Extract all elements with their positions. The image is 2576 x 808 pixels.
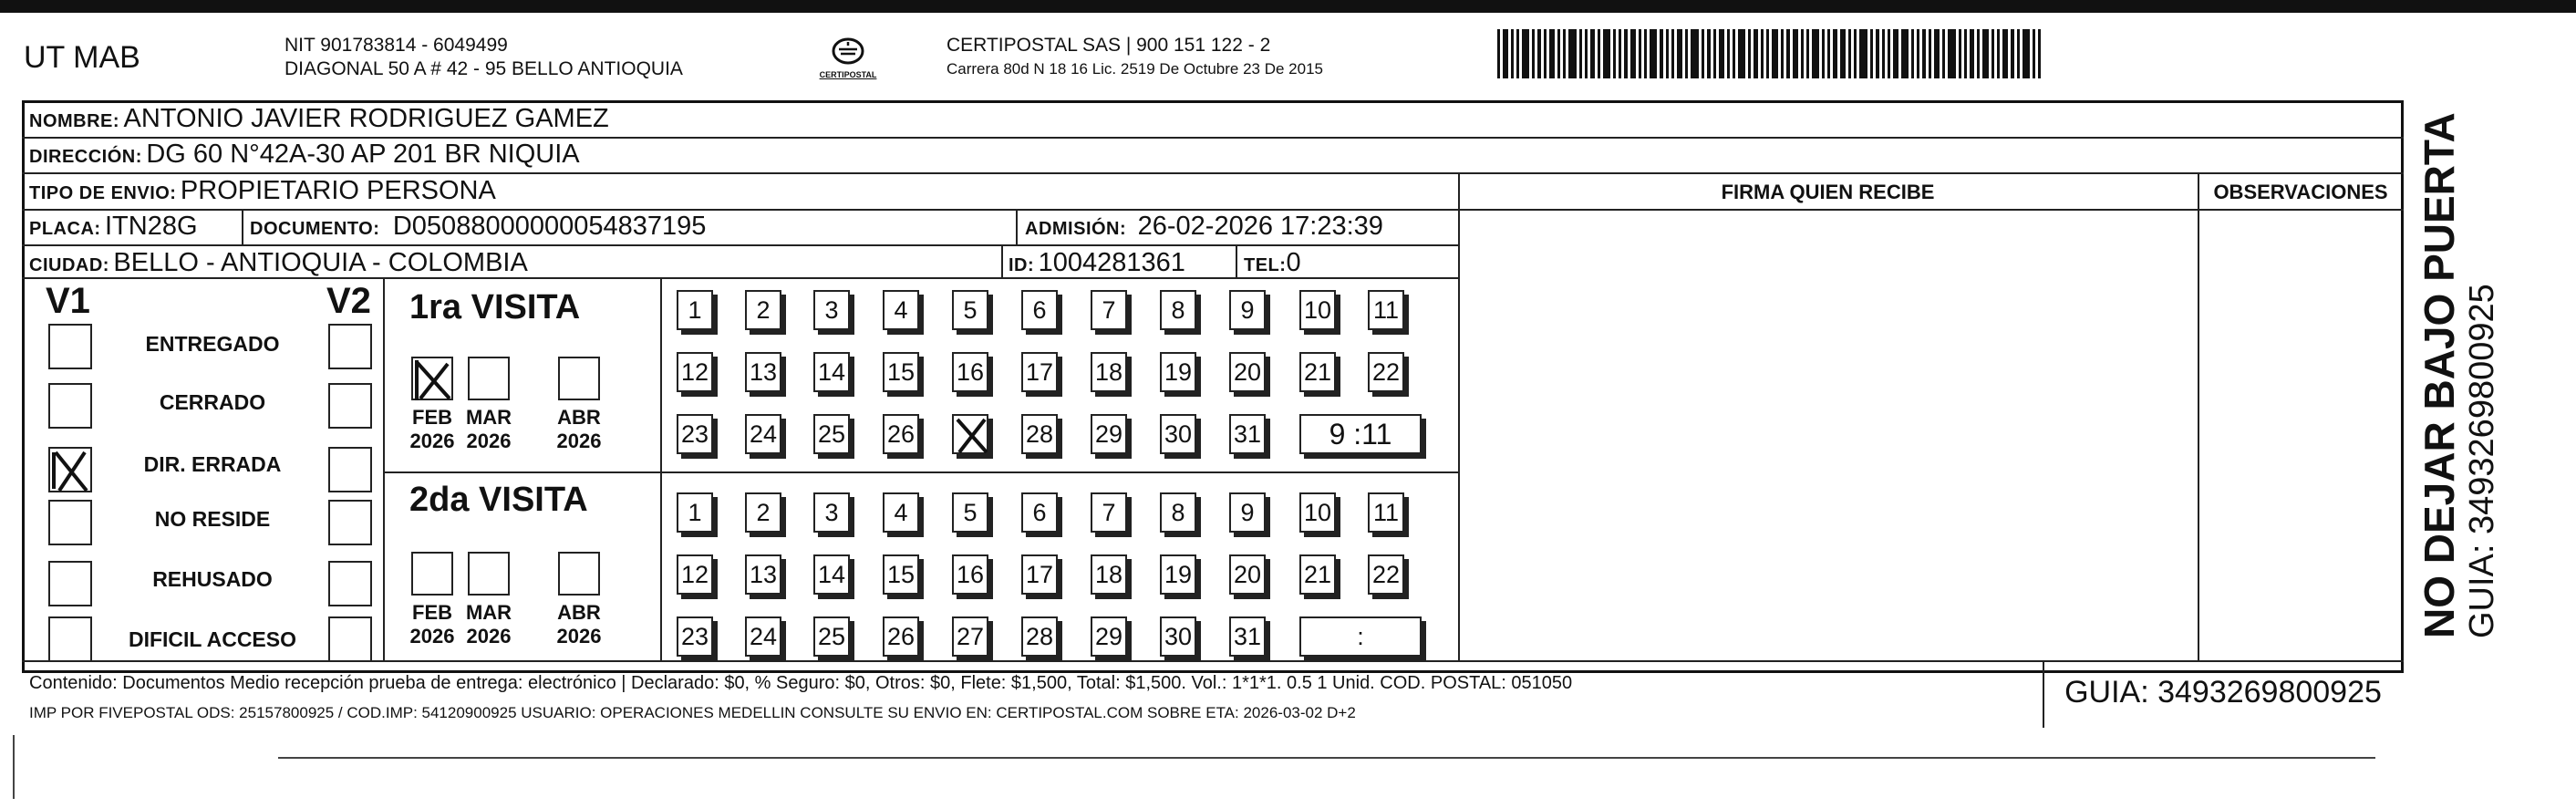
visit1-day-box[interactable]: 14 [813,352,850,392]
barcode-bar [1733,29,1735,78]
barcode-bar [1801,29,1804,78]
left-fold-mark [13,735,15,799]
barcode-bar [1613,29,1616,78]
visit2-day-box[interactable]: 6 [1021,492,1058,533]
barcode-bar [1677,29,1682,78]
visit1-day-box[interactable]: 19 [1160,352,1196,392]
barcode-bar [1624,29,1628,78]
v1-header: V1 [46,281,90,321]
barcode-bar [1781,29,1784,78]
tipo-envio-row: TIPO DE ENVIO: PROPIETARIO PERSONA [29,176,496,205]
visit1-day-box[interactable]: 23 [677,414,713,454]
x-mark-icon [50,449,94,494]
footer-guia: GUIA: 3493269800925 [2064,675,2382,710]
barcode-bar [1917,29,1919,78]
certipostal-line2: Carrera 80d N 18 16 Lic. 2519 De Octubre 23 De 2015 [947,60,1323,78]
v2-checkbox[interactable] [328,383,372,429]
visit1-month-label [461,406,516,453]
visit1-day-box[interactable]: 11 [1368,290,1404,330]
barcode [1497,29,2186,78]
visit1-day-box[interactable]: 17 [1021,352,1058,392]
barcode-bar [1854,29,1857,78]
tipo-envio-value: PROPIETARIO PERSONA [180,176,496,205]
barcode-bar [1793,29,1798,78]
postal-emblem-icon [830,36,866,66]
visit1-day-box[interactable]: 30 [1160,414,1196,454]
barcode-bar [1516,29,1519,78]
month-year: 2026 [556,625,602,647]
visit2-title: 2da VISITA [409,481,588,519]
visit2-day-box[interactable]: 30 [1160,616,1196,657]
visit2-month-label [552,601,606,648]
no-dejar-bajo-puerta: NO DEJAR BAJO PUERTA [2416,112,2463,638]
visit1-day-box[interactable]: 28 [1021,414,1058,454]
barcode-bar [1812,29,1819,78]
visit1-day-box[interactable]: 16 [952,352,988,392]
barcode-bar [1603,29,1610,78]
id-cell: ID: 1004281361 [1009,248,1185,277]
barcode-bar [1982,29,1989,78]
tel-value: 0 [1286,248,1301,277]
barcode-bar [1713,29,1716,78]
barcode-bar [1650,29,1657,78]
visit2-day-box[interactable]: 21 [1299,554,1336,595]
barcode-bar [1876,29,1879,78]
barcode-bar [1922,29,1926,78]
barcode-bar [2002,29,2008,78]
visit1-day-box[interactable] [952,414,988,454]
visit1-time-box[interactable]: 9 :11 [1299,414,1422,454]
visit2-day-box[interactable]: 10 [1299,492,1336,533]
signature-area[interactable] [1458,241,2198,660]
observations-area[interactable] [2198,241,2404,660]
barcode-bar [1532,29,1535,78]
barcode-bar [1666,29,1669,78]
visit2-day-box[interactable]: 1 [677,492,713,533]
barcode-bar [1503,29,1508,78]
visit1-day-box[interactable]: 25 [813,414,850,454]
visit2-day-box[interactable]: 25 [813,616,850,657]
tel-cell: TEL:0 [1244,248,1301,277]
visit2-day-box[interactable]: 17 [1021,554,1058,595]
barcode-bar [1544,29,1547,78]
x-mark-icon [954,416,990,456]
firma-header: FIRMA QUIEN RECIBE [1721,181,1935,203]
barcode-bar [1590,29,1595,78]
barcode-bar [1997,29,2000,78]
placa-cell: PLACA: ITN28G [29,212,198,241]
barcode-bar [1991,29,1994,78]
barcode-bar [2038,29,2041,78]
barcode-bar [1806,29,1809,78]
v2-checkbox[interactable] [328,324,372,369]
certipostal-logo [812,36,885,79]
barcode-bar [1549,29,1555,78]
barcode-bar [1929,29,1931,78]
documento-cell: DOCUMENTO: D05088000000054837195 [250,212,707,241]
visit1-month-checkbox[interactable] [411,357,453,400]
barcode-bar [1660,29,1663,78]
visit1-day-box[interactable]: 1 [677,290,713,330]
barcode-bar [1685,29,1688,78]
visit2-month-label [405,601,460,648]
month-name: ABR [557,601,601,624]
barcode-bar [1911,29,1914,78]
visit2-month-checkbox[interactable] [411,552,453,596]
visit1-day-box[interactable]: 13 [745,352,781,392]
barcode-bar [1859,29,1867,78]
status-label: NO RESIDE [154,507,271,531]
visit2-month-checkbox[interactable] [558,552,600,596]
barcode-bar [1585,29,1588,78]
month-year: 2026 [556,430,602,452]
x-mark-icon [413,358,455,402]
visit2-month-label [461,601,516,648]
barcode-bar [1691,29,1699,78]
visit1-day-box[interactable]: 5 [952,290,988,330]
certipostal-line1: CERTIPOSTAL SAS | 900 151 122 - 2 [947,35,1271,56]
visit1-day-box[interactable]: 2 [745,290,781,330]
visit2-day-box[interactable]: 14 [813,554,850,595]
barcode-bar [1630,29,1636,78]
visit1-title: 1ra VISITA [409,288,581,326]
visit2-day-box[interactable]: 12 [677,554,713,595]
side-vertical-text [2416,91,2502,638]
barcode-bar [1598,29,1600,78]
barcode-bar [1822,29,1825,78]
visit2-day-box[interactable]: 22 [1368,554,1404,595]
barcode-bar [1934,29,1940,78]
barcode-bar [1557,29,1560,78]
visit1-day-box[interactable]: 8 [1160,290,1196,330]
barcode-bar [1707,29,1711,78]
visit2-time-box[interactable]: : [1299,616,1422,657]
barcode-bar [1738,29,1745,78]
barcode-bar [1964,29,1967,78]
barcode-bar [1511,29,1514,78]
v1-checkbox[interactable] [48,561,92,606]
sender-address: DIAGONAL 50 A # 42 - 95 BELLO ANTIOQUIA [284,58,683,79]
barcode-bar [2033,29,2035,78]
visit2-day-box[interactable]: 13 [745,554,781,595]
visit2-day-box[interactable]: 11 [1368,492,1404,533]
barcode-bar [1537,29,1541,78]
ciudad-cell: CIUDAD: BELLO - ANTIOQUIA - COLOMBIA [29,248,528,277]
visit2-day-box[interactable]: 4 [883,492,919,533]
month-name: FEB [412,601,452,624]
status-label: DIFICIL ACCESO [128,627,296,651]
recipient-address: DG 60 N°42A-30 AP 201 BR NIQUIA [146,140,580,169]
visit2-day-box[interactable]: 16 [952,554,988,595]
visit2-day-box[interactable]: 26 [883,616,919,657]
visit2-day-box[interactable]: 2 [745,492,781,533]
barcode-bar [2017,29,2020,78]
v2-checkbox[interactable] [328,447,372,492]
barcode-bar [1942,29,1945,78]
side-guia: GUIA: 3493269800925 [2463,284,2501,638]
visit1-day-box[interactable]: 29 [1091,414,1127,454]
visit2-day-box[interactable]: 28 [1021,616,1058,657]
barcode-bar [1754,29,1758,78]
visit1-day-box[interactable]: 3 [813,290,850,330]
barcode-bar [1766,29,1769,78]
visit2-day-box[interactable]: 27 [952,616,988,657]
visit1-day-box[interactable]: 26 [883,414,919,454]
visit1-day-box[interactable]: 20 [1229,352,1266,392]
visit2-day-box[interactable]: 8 [1160,492,1196,533]
visit1-day-box[interactable]: 10 [1299,290,1336,330]
barcode-bar [1901,29,1909,78]
status-label: ENTREGADO [145,332,280,356]
month-name: FEB [412,406,452,429]
company-short-name: UT MAB [24,40,140,75]
top-border-bar [0,0,2576,13]
id-value: 1004281361 [1038,248,1185,277]
visit2-day-box[interactable]: 5 [952,492,988,533]
barcode-bar [1786,29,1790,78]
month-name: MAR [465,406,512,429]
barcode-bar [1563,29,1566,78]
visit2-day-box[interactable]: 20 [1229,554,1266,595]
barcode-bar [1497,29,1500,78]
v1-checkbox[interactable] [48,616,92,662]
visit2-day-box[interactable]: 15 [883,554,919,595]
visit2-day-box[interactable]: 9 [1229,492,1266,533]
month-name: ABR [557,406,601,429]
logo-text: CERTIPOSTAL [819,70,877,79]
barcode-bar [2023,29,2030,78]
visit1-day-box[interactable]: 4 [883,290,919,330]
v1-checkbox[interactable] [48,324,92,369]
barcode-bar [1719,29,1724,78]
barcode-bar [1702,29,1704,78]
visit1-day-box[interactable]: 21 [1299,352,1336,392]
bottom-rule [278,757,2375,759]
status-label: DIR. ERRADA [143,452,282,476]
v1-checkbox[interactable] [48,500,92,545]
barcode-bar [1671,29,1674,78]
barcode-bar [1970,29,1974,78]
barcode-bar [1639,29,1641,78]
barcode-bar [1727,29,1730,78]
barcode-bar [1579,29,1582,78]
nit-text: NIT 901783814 - 6049499 [284,35,508,56]
barcode-bar [1959,29,1961,78]
barcode-bar [1644,29,1647,78]
barcode-bar [1568,29,1577,78]
visit1-day-box[interactable]: 24 [745,414,781,454]
visit1-month-label [405,406,460,453]
barcode-bar [1888,29,1890,78]
v2-header: V2 [326,281,371,321]
barcode-bar [1893,29,1898,78]
visit1-day-box[interactable]: 22 [1368,352,1404,392]
barcode-bar [1948,29,1956,78]
visit1-month-checkbox[interactable] [468,357,510,400]
visit1-month-label [552,406,606,453]
visit1-month-checkbox[interactable] [558,357,600,400]
admision-cell: ADMISIÓN: 26-02-2026 17:23:39 [1025,212,1383,241]
status-label: CERRADO [159,390,266,414]
barcode-bar [1840,29,1846,78]
visit1-day-box[interactable]: 6 [1021,290,1058,330]
barcode-bar [2011,29,2014,78]
footer-print-line: IMP POR FIVEPOSTAL ODS: 25157800925 / COD.IMP: 54120900925 USUARIO: OPERACIONES MEDELLIN CONSULTE SU ENVIO EN: CERTIPOSTAL.COM SOBRE ETA: 2026-03-02 D+2 [29,704,1356,721]
barcode-bar [1977,29,1980,78]
month-year: 2026 [466,430,512,452]
admision-value: 26-02-2026 17:23:39 [1137,212,1383,241]
placa-value: ITN28G [105,212,198,241]
barcode-bar [1748,29,1751,78]
month-year: 2026 [409,625,455,647]
observaciones-header: OBSERVACIONES [2213,181,2388,203]
status-label: REHUSADO [152,567,273,591]
v1-checkbox[interactable] [48,447,92,492]
visit1-day-box[interactable]: 9 [1229,290,1266,330]
visit1-day-box[interactable]: 12 [677,352,713,392]
visit2-day-box[interactable]: 18 [1091,554,1127,595]
documento-value: D05088000000054837195 [392,212,707,241]
recipient-name: ANTONIO JAVIER RODRIGUEZ GAMEZ [123,104,609,133]
nombre-row: NOMBRE: ANTONIO JAVIER RODRIGUEZ GAMEZ [29,104,609,133]
barcode-bar [1882,29,1885,78]
visit1-day-box[interactable]: 7 [1091,290,1127,330]
v2-checkbox[interactable] [328,561,372,606]
ciudad-value: BELLO - ANTIOQUIA - COLOMBIA [113,248,528,277]
visit2-day-box[interactable]: 23 [677,616,713,657]
month-year: 2026 [466,625,512,647]
v1-checkbox[interactable] [48,383,92,429]
visit2-day-box[interactable]: 24 [745,616,781,657]
visit2-day-box[interactable]: 19 [1160,554,1196,595]
visit1-day-box[interactable]: 18 [1091,352,1127,392]
footer-content-line: Contenido: Documentos Medio recepción prueba de entrega: electrónico | Declarado: $0, % Seguro: $0, Otros: $0, Flete: $1,500, Total: $1,500. Vol.: 1*1*1. 0.5 1 Unid. COD. POSTAL: 051050 [29,673,1573,693]
visit1-day-box[interactable]: 15 [883,352,919,392]
visit2-day-box[interactable]: 31 [1229,616,1266,657]
visit1-day-box[interactable]: 31 [1229,414,1266,454]
month-year: 2026 [409,430,455,452]
barcode-bar [1827,29,1830,78]
visit2-day-box[interactable]: 7 [1091,492,1127,533]
barcode-bar [1833,29,1837,78]
barcode-bar [1761,29,1764,78]
visit2-month-checkbox[interactable] [468,552,510,596]
visit2-day-box[interactable]: 3 [813,492,850,533]
v2-checkbox[interactable] [328,616,372,662]
direccion-row: DIRECCIÓN: DG 60 N°42A-30 AP 201 BR NIQUIA [29,140,580,169]
barcode-bar [1870,29,1873,78]
barcode-bar [1848,29,1851,78]
v2-checkbox[interactable] [328,500,372,545]
visit2-day-box[interactable]: 29 [1091,616,1127,657]
barcode-bar [1772,29,1778,78]
barcode-bar [1619,29,1621,78]
month-name: MAR [465,601,512,624]
barcode-bar [1522,29,1529,78]
